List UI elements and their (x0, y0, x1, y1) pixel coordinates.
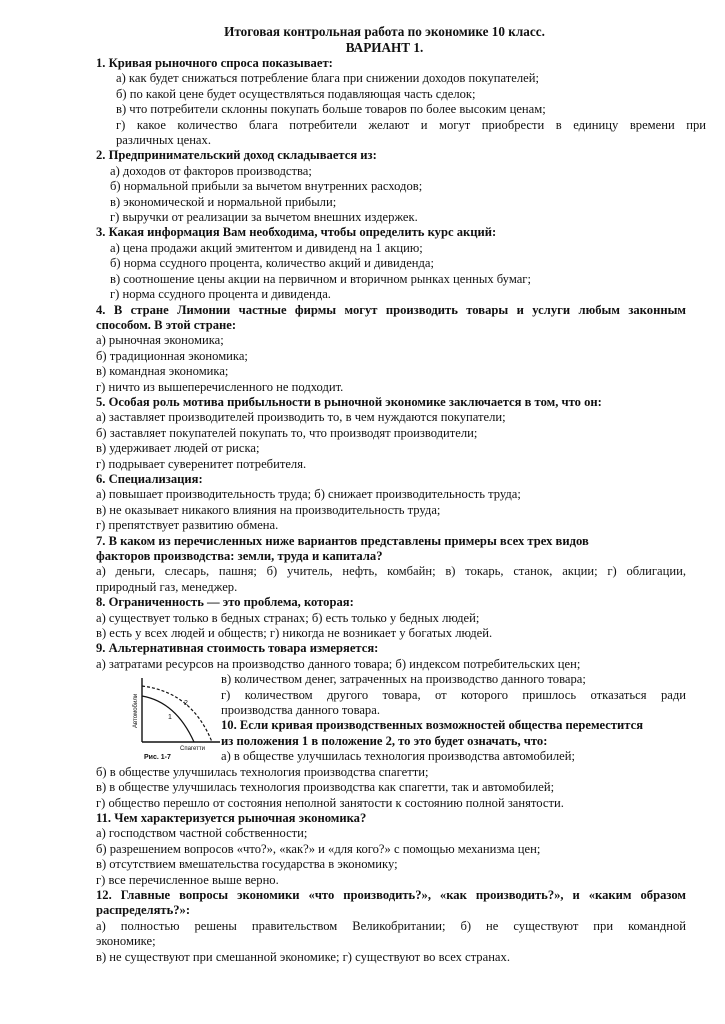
question-text: 2. Предпринимательский доход складывается из: (96, 148, 377, 163)
question-text-continued: способом. В этой стране: (96, 317, 237, 332)
answer-option: а) господством частной собственности; (96, 826, 308, 841)
question-text: 9. Альтернативная стоимость товара измеряется: (96, 641, 379, 656)
answer-option: г) ничто из вышеперечисленного не подходит. (96, 379, 344, 394)
answer-option: в) в обществе улучшилась технология производства как спагетти, так и автомобилей; (96, 780, 555, 795)
question-text: 4. В стране Лимонии частные фирмы могут производить товары и услуги любым законным (96, 302, 686, 317)
answer-option: г) какое количество блага потребители желают и могут приобрести в единицу времени при (116, 117, 706, 132)
answer-option: в) не оказывает никакого влияния на производительность труда; (96, 502, 441, 517)
answer-option: в) удерживает людей от риска; (96, 441, 260, 456)
question-5 (96, 395, 695, 472)
question-text-continued: распределять?»: (96, 903, 191, 918)
y-axis-label: Автомобили (133, 693, 139, 728)
answer-option: г) подрывает суверенитет потребителя. (96, 456, 307, 471)
curve-2-label: 2 (184, 700, 188, 707)
answer-options: в) есть у всех людей и обществ; г) никогда не возникает у богатых людей. (96, 626, 493, 641)
variant-title: ВАРИАНТ 1. (345, 40, 424, 55)
answer-option: б) разрешением вопросов «что?», «как?» и «для кого?» с помощью механизма цен; (96, 841, 541, 856)
answer-option: в) соотношение цены акции на первичном и вторичном рынках ценных бумаг; (110, 271, 531, 286)
answer-option: б) по какой цене будет осуществляться подавляющая часть сделок; (116, 86, 476, 101)
answer-options-continued: экономике; (96, 934, 156, 949)
answer-option: б) традиционная экономика; (96, 348, 248, 363)
answer-option: г) общество перешло от состояния неполной занятости к состоянию полной занятости. (96, 795, 564, 810)
answer-options: в) не существуют при смешанной экономике; г) существуют во всех странах. (96, 949, 510, 964)
question-8 (96, 595, 695, 641)
answer-option: в) количеством денег, затраченных на производство данного товара; (221, 672, 586, 687)
question-text: 12. Главные вопросы экономики «что производить?», «как производить?», и «каким образом (96, 887, 686, 902)
question-text-continued: из положения 1 в положение 2, то это будет означать, что: (221, 733, 548, 748)
answer-options: а) затратами ресурсов на производство данного товара; б) индексом потребительских цен; (96, 656, 581, 671)
question-1 (96, 56, 706, 148)
question-text: 5. Особая роль мотива прибыльности в рыночной экономике заключается в том, что он: (96, 394, 602, 409)
answer-option: а) заставляет производителей производить то, в чем нуждаются покупатели; (96, 410, 506, 425)
question-12 (96, 888, 695, 965)
x-axis-label: Спагетти (180, 746, 205, 752)
answer-option: в) что потребители склонны покупать больше товаров по более высоким ценам; (116, 102, 546, 117)
question-text: 10. Если кривая производственных возможностей общества переместится (221, 718, 644, 733)
answer-option: а) как будет снижаться потребление блага при снижении доходов покупателей; (116, 71, 539, 86)
answer-option-continued: различных ценах. (116, 133, 211, 148)
answer-option: в) экономической и нормальной прибыли; (110, 194, 337, 209)
answer-option: б) нормальной прибыли за вычетом внутренних расходов; (110, 179, 423, 194)
answer-option: г) количеством другого товара, от которого пришлось отказаться ради (221, 687, 686, 702)
question-text-continued: факторов производства: земли, труда и капитала? (96, 549, 383, 563)
question-text: 3. Какая информация Вам необходима, чтобы определить курс акций: (96, 225, 497, 240)
curve-1-label: 1 (168, 714, 172, 721)
answer-option-continued: производства данного товара. (221, 703, 380, 718)
answer-option: б) норма ссудного процента, количество акций и дивиденда; (110, 256, 435, 271)
question-11 (96, 811, 695, 888)
answer-option: г) препятствует развитию обмена. (96, 518, 279, 533)
question-text: 7. В каком из перечисленных ниже вариантов представлены примеры всех трех видов (96, 533, 589, 548)
question-7 (96, 534, 695, 596)
answer-option: б) заставляет покупателей покупать то, что производят производители; (96, 425, 478, 440)
ppf-figure (128, 672, 222, 762)
answer-options: а) существует только в бедных странах; б) есть только у бедных людей; (96, 610, 480, 625)
answer-option: а) в обществе улучшилась технология производства автомобилей; (221, 749, 576, 764)
answer-option: а) цена продажи акций эмитентом и дивиденд на 1 акцию; (110, 240, 423, 255)
answer-option: а) повышает производительность труда; б) снижает производительность труда; (96, 487, 521, 502)
answer-option: г) все перечисленное выше верно. (96, 872, 279, 887)
question-text: 8. Ограниченность — это проблема, которая: (96, 595, 354, 610)
document-title: Итоговая контрольная работа по экономике 10 класс. (224, 24, 545, 39)
question-text: 1. Кривая рыночного спроса показывает: (96, 56, 333, 70)
answer-options: а) деньги, слесарь, пашня; б) учитель, нефть, комбайн; в) токарь, станок, акции; г) облигации, (96, 564, 686, 579)
curve-2 (142, 686, 212, 742)
answer-option: г) норма ссудного процента и дивиденда. (110, 287, 331, 302)
question-text: 11. Чем характеризуется рыночная экономика? (96, 810, 367, 825)
answer-options-continued: природный газ, менеджер. (96, 579, 238, 594)
question-2 (96, 148, 695, 225)
answer-option: а) доходов от факторов производства; (110, 163, 312, 178)
answer-option: г) выручки от реализации за вычетом внешних издержек. (110, 210, 418, 225)
answer-option: а) рыночная экономика; (96, 333, 224, 348)
ppf-diagram (128, 672, 222, 762)
question-3 (96, 225, 695, 302)
question-4 (96, 303, 695, 395)
question-6 (96, 472, 695, 534)
answer-option: в) отсутствием вмешательства государства в экономику; (96, 857, 398, 872)
question-text: 6. Специализация: (96, 471, 203, 486)
answer-option: в) командная экономика; (96, 364, 229, 379)
figure-caption: Рис. 1-7 (144, 754, 171, 761)
answer-options: а) полностью решены правительством Великобритании; б) не существуют при командной (96, 918, 686, 933)
answer-option: б) в обществе улучшилась технология производства спагетти; (96, 764, 429, 779)
